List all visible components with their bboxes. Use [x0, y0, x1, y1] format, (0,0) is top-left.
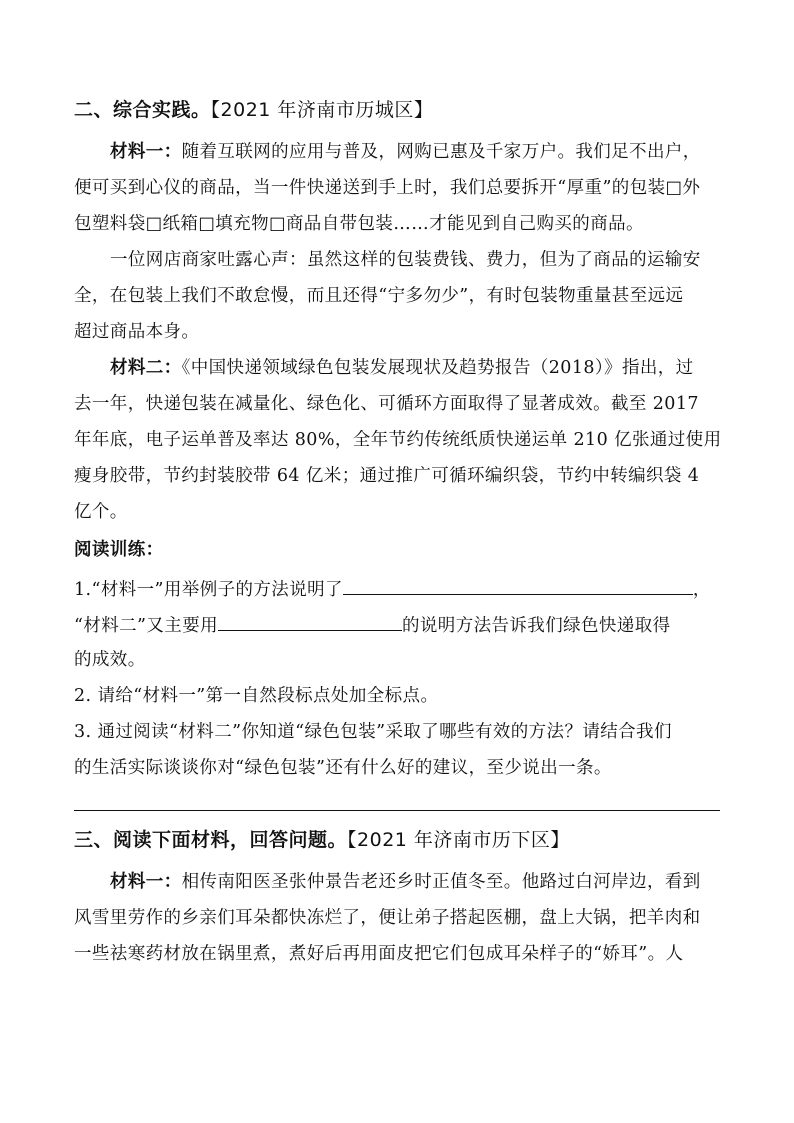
merchant-line-1: 一位网店商家吐露心声：虽然这样的包装费钱、费力，但为了商品的运输安 — [110, 250, 701, 270]
section-3-material-1-line-3: 一些祛寒药材放在锅里煮，煮好后再用面皮把它们包成耳朵样子的“娇耳”。人 — [74, 944, 684, 964]
section-3-title: 三、阅读下面材料，回答问题。 — [74, 829, 348, 851]
section-3-material-1-label: 材料一： — [110, 872, 182, 892]
answer-blank-1[interactable] — [343, 576, 693, 595]
material-1-label: 材料一： — [110, 142, 182, 162]
material-2-label: 材料二： — [110, 358, 182, 378]
question-1-prompt-a: 1.“材料一”用举例子的方法说明了 — [74, 580, 343, 600]
material-1-text-1: 随着互联网的应用与普及，网购已惠及千家万户。我们足不出户， — [181, 142, 701, 162]
material-2-text-1: 《中国快递领域绿色包装发展现状及趋势报告（2018）》指出，过 — [181, 358, 694, 378]
question-1-line-2 — [74, 612, 671, 638]
section-3-material-1-line-1 — [110, 870, 701, 894]
question-3-line-2: 的生活实际谈谈你对“绿色包装”还有什么好的建议，至少说出一条。 — [74, 758, 612, 778]
section-2-title: 二、综合实践。 — [74, 99, 211, 121]
question-1-line-1 — [74, 576, 711, 602]
section-3-heading — [74, 828, 570, 852]
merchant-line-3: 超过商品本身。 — [74, 322, 200, 342]
material-1-line-1 — [110, 140, 701, 164]
material-2-line-1 — [110, 356, 694, 380]
material-1-line-3: 包塑料袋□纸箱□填充物□商品自带包装……才能见到自己购买的商品。 — [74, 214, 644, 234]
question-1-prompt-b-end: 的说明方法告诉我们绿色快递取得 — [402, 616, 671, 636]
question-2: 2. 请给“材料一”第一自然段标点处加全标点。 — [74, 686, 439, 706]
answer-blank-2[interactable] — [218, 612, 402, 631]
question-3-line-1: 3. 通过阅读“材料二”你知道“绿色包装”采取了哪些有效的方法？请结合我们 — [74, 722, 672, 742]
section-3-material-1-line-2: 风雪里劳作的乡亲们耳朵都快冻烂了，便让弟子搭起医棚，盘上大锅，把羊肉和 — [74, 908, 701, 928]
question-1-line-3: 的成效。 — [74, 650, 146, 670]
section-3-source: 【2021 年济南市历下区】 — [347, 829, 570, 851]
section-3-material-1-text-1: 相传南阳医圣张仲景告老还乡时正值冬至。他路过白河岸边，看到 — [181, 872, 701, 892]
reading-training-title: 阅读训练： — [74, 540, 164, 560]
material-2-line-2: 去一年，快递包装在减量化、绿色化、可循环方面取得了显著成效。截至 2017 — [74, 394, 699, 414]
question-1-comma: ， — [692, 580, 711, 600]
section-2-source: 【2021 年济南市历城区】 — [210, 99, 434, 121]
material-2-line-4: 瘦身胶带，节约封装胶带 64 亿米；通过推广可循环编织袋，节约中转编织袋 4 — [74, 466, 700, 486]
question-1-prompt-b: “材料二”又主要用 — [74, 616, 218, 636]
material-2-line-5: 亿个。 — [74, 502, 128, 522]
answer-line[interactable] — [74, 810, 720, 811]
material-1-line-2: 便可买到心仪的商品，当一件快递送到手上时，我们总要拆开“厚重”的包装□外 — [74, 178, 701, 198]
merchant-line-2: 全，在包装上我们不敢怠慢，而且还得“宁多勿少”，有时包装物重量甚至远远 — [74, 286, 684, 306]
section-2-heading — [74, 98, 433, 122]
material-2-line-3: 年年底，电子运单普及率达 80%，全年节约传统纸质快递运单 210 亿张通过使用 — [74, 430, 722, 450]
